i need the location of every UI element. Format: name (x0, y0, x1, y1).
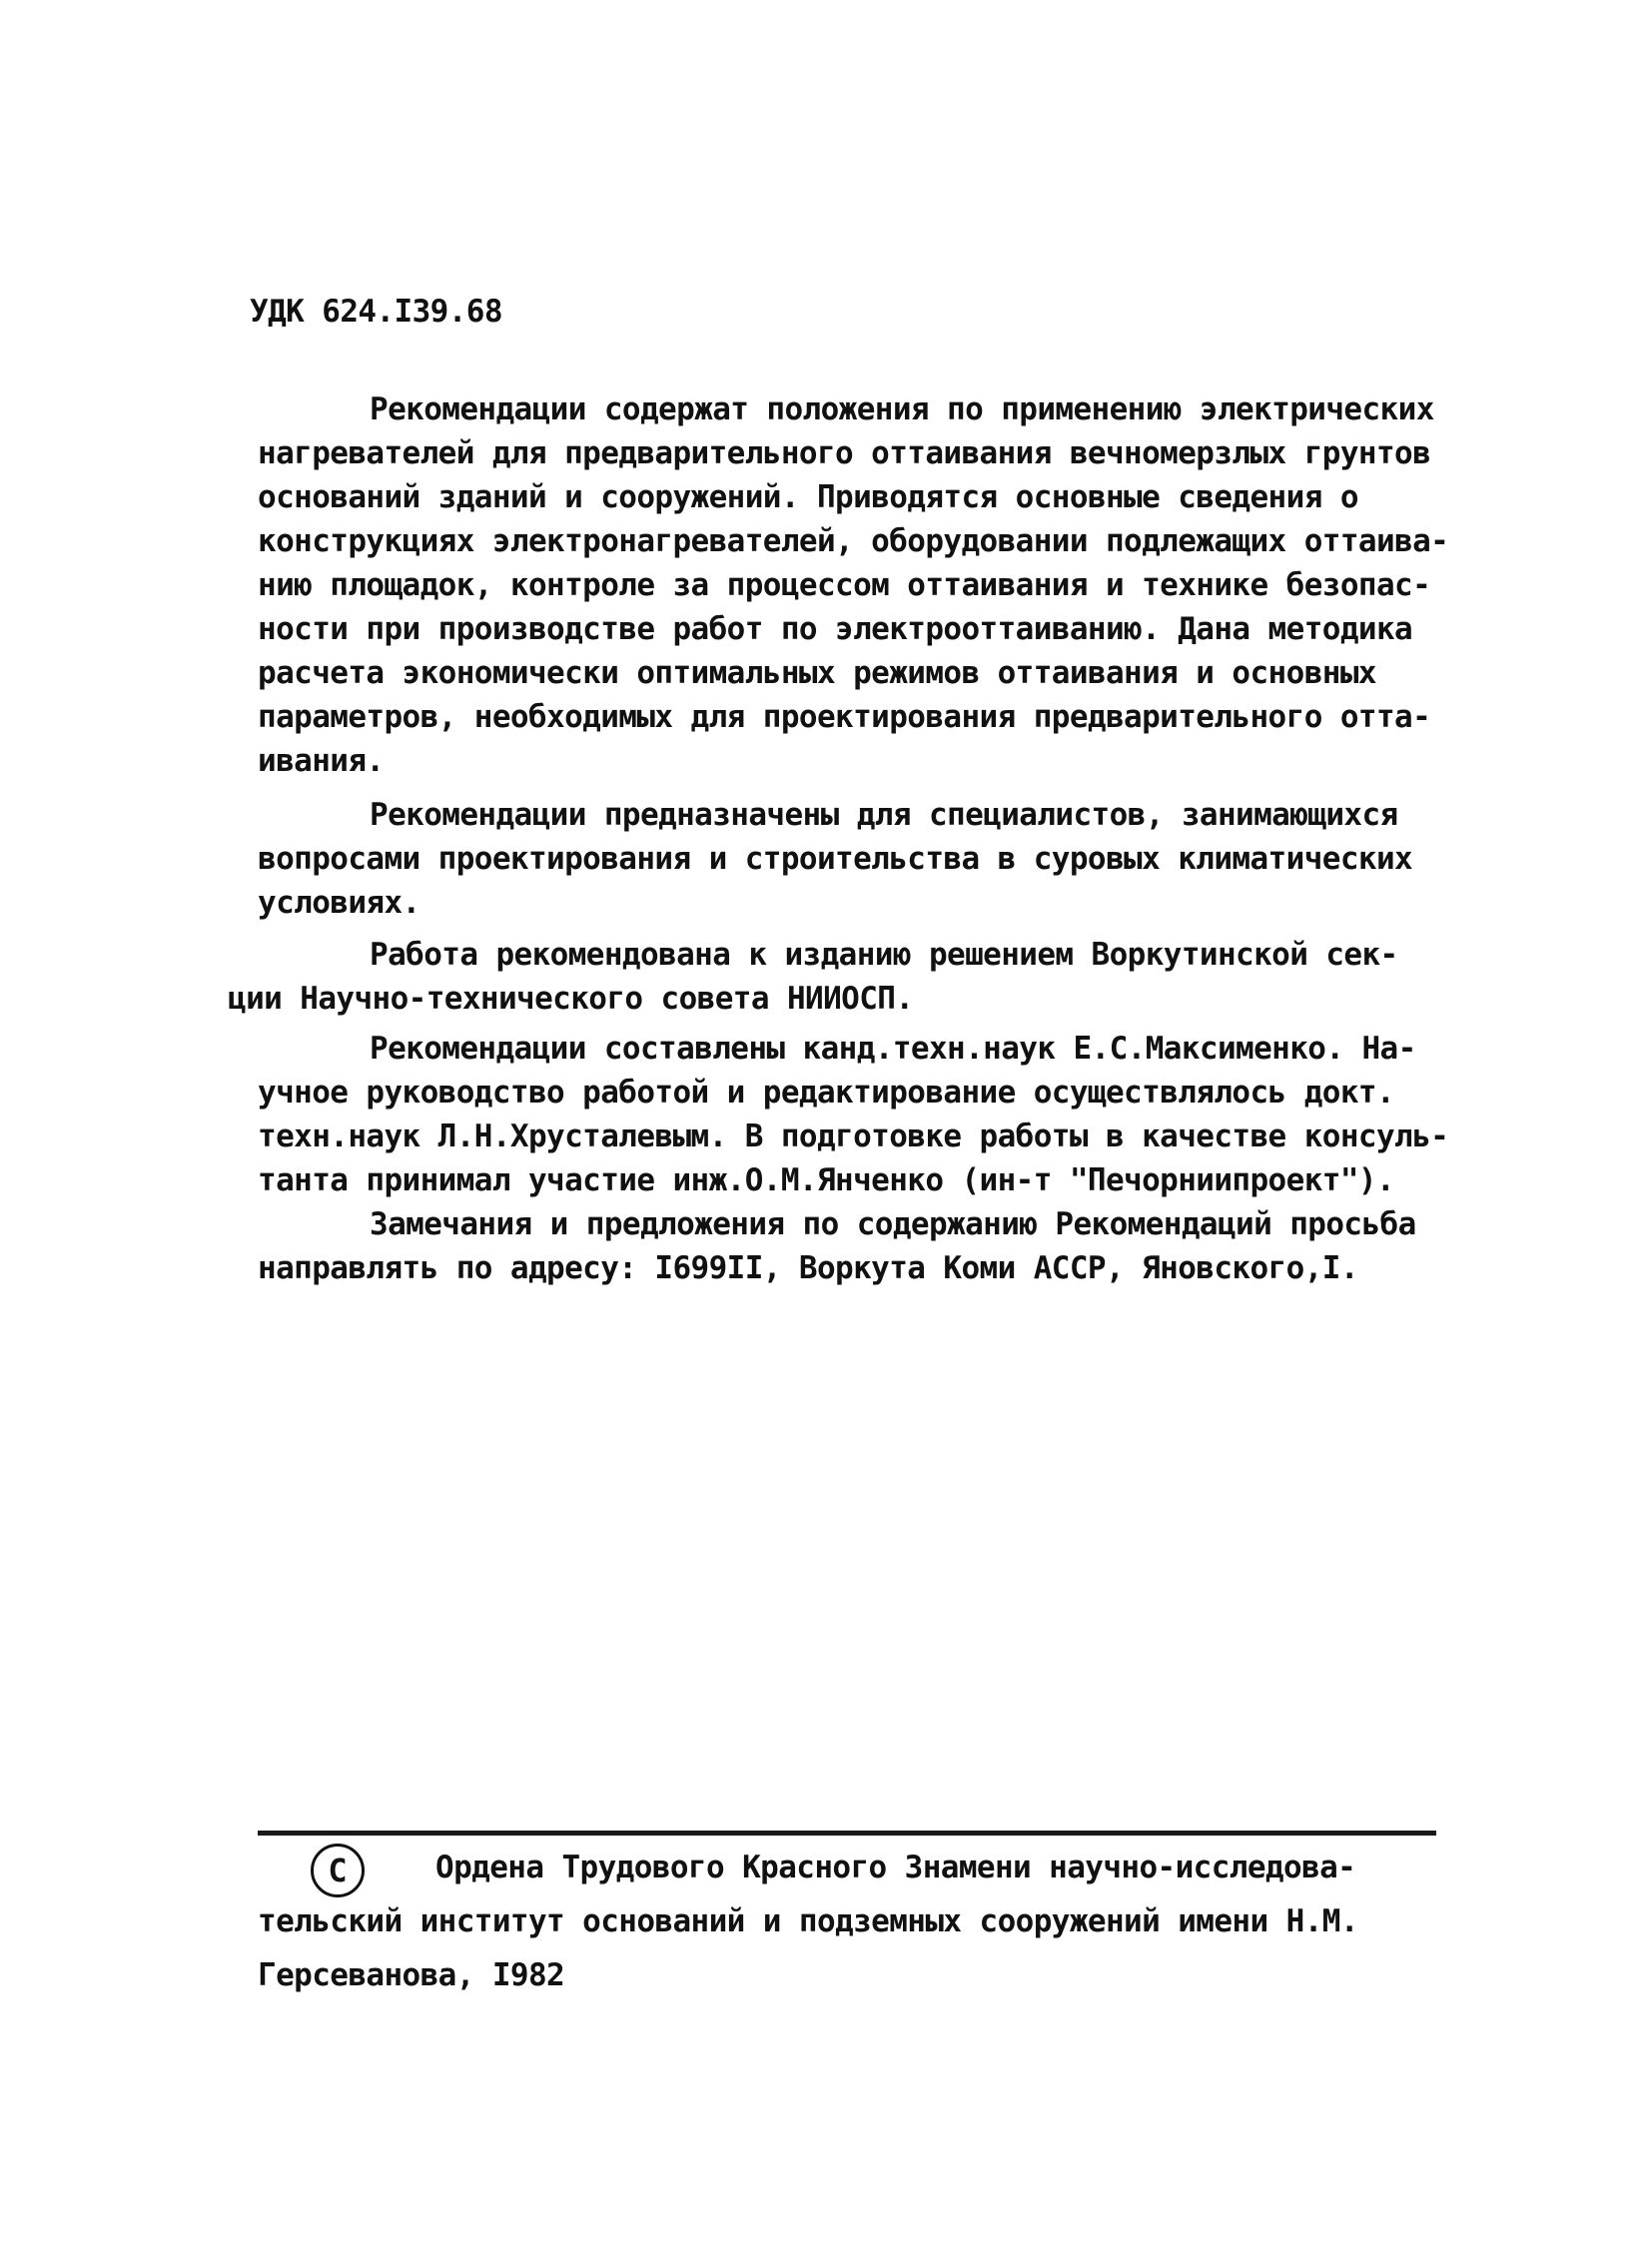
footer-line: тельский институт оснований и подземных сооружений имени Н.М. (258, 1903, 1358, 1939)
footer-divider (258, 1831, 1436, 1836)
paragraph-line: параметров, необходимых для проектирования предварительного отта- (258, 699, 1431, 735)
footer-line: Ордена Трудового Красного Знамени научно-исследова- (435, 1850, 1356, 1885)
udk-code: УДК 624.I39.68 (250, 294, 502, 330)
paragraph-line: Работа рекомендована к изданию решением Воркутинской сек- (370, 937, 1398, 973)
paragraph-line: вопросами проектирования и строительства в суровых климатических (258, 841, 1413, 877)
paragraph-line: оснований зданий и сооружений. Приводятся основные сведения о (258, 479, 1358, 515)
paragraph-line: ности при производстве работ по электрооттаиванию. Дана методика (258, 611, 1413, 647)
paragraph-line: Замечания и предложения по содержанию Рекомендаций просьба (370, 1206, 1416, 1242)
paragraph-line: расчета экономически оптимальных режимов оттаивания и основных (258, 655, 1376, 691)
paragraph-line: Рекомендации предназначены для специалистов, занимающихся (370, 797, 1398, 833)
paragraph-line: нагревателей для предварительного оттаивания вечномерзлых грунтов (258, 435, 1431, 471)
footer-line: Герсеванова, I982 (258, 1957, 565, 1993)
paragraph-line: учное руководство работой и редактирование осуществлялось докт. (258, 1075, 1395, 1111)
paragraph-line: танта принимал участие инж.О.М.Янченко (ин-т "Печорниипроект"). (258, 1162, 1395, 1198)
paragraph-line: Рекомендации содержат положения по применению электрических (370, 391, 1434, 427)
paragraph-line: конструкциях электронагревателей, оборудовании подлежащих оттаива- (258, 523, 1449, 559)
paragraph-line: направлять по адресу: I699II, Воркута Коми АССР, Яновского,I. (258, 1250, 1358, 1286)
paragraph-line: ивания. (258, 743, 385, 779)
paragraph-line: нию площадок, контроле за процессом оттаивания и технике безопас- (258, 567, 1431, 603)
paragraph-line: Рекомендации составлены канд.техн.наук Е.С.Максименко. На- (370, 1031, 1416, 1067)
copyright-icon: C (311, 1844, 365, 1897)
paragraph-line: ции Научно-технического совета НИИОСП. (228, 981, 914, 1017)
paragraph-line: техн.наук Л.Н.Хрусталевым. В подготовке работы в качестве консуль- (258, 1119, 1449, 1154)
paragraph-line: условиях. (258, 885, 420, 921)
